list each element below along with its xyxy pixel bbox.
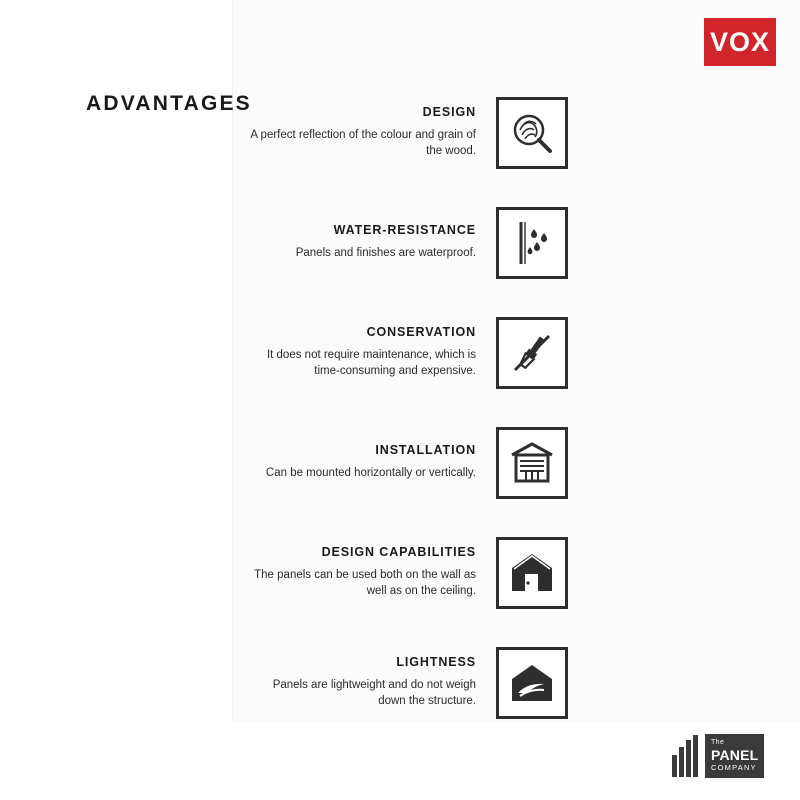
feature-description: A perfect reflection of the colour and grain of the wood. — [250, 128, 476, 158]
feature-description: Can be mounted horizontally or vertically. — [265, 467, 476, 480]
house-wall-ceiling-icon — [496, 537, 568, 609]
water-droplets-panel-icon — [496, 207, 568, 279]
vox-logo — [704, 18, 776, 66]
feature-text — [244, 106, 496, 160]
logo-bars-icon — [672, 735, 700, 777]
page-title: ADVANTAGES — [86, 92, 252, 115]
list-item — [232, 408, 568, 518]
feature-title: LIGHTNESS — [396, 654, 476, 669]
feature-description: The panels can be used both on the wall as well as on the ceiling. — [254, 568, 476, 598]
feature-title: WATER-RESISTANCE — [333, 223, 476, 238]
magnifier-wood-grain-icon — [496, 97, 568, 169]
list-item — [232, 628, 568, 738]
house-feather-icon — [496, 647, 568, 719]
logo-wordmark — [705, 734, 764, 778]
house-panel-orientation-icon — [496, 427, 568, 499]
feature-text — [244, 326, 496, 380]
feature-description: Panels and finishes are waterproof. — [295, 247, 476, 260]
feature-title: DESIGN CAPABILITIES — [321, 544, 476, 559]
list-item — [232, 298, 568, 408]
logo-panel: PANEL — [711, 747, 759, 764]
feature-description: Panels are lightweight and do not weigh down the structure. — [272, 678, 476, 708]
logo-the: The — [711, 739, 725, 747]
feature-title: DESIGN — [422, 104, 476, 119]
feature-text — [244, 444, 496, 481]
feature-text — [244, 224, 496, 261]
panel-company-logo — [672, 730, 776, 782]
vox-logo-text: VOX — [709, 26, 771, 57]
feature-description: It does not require maintenance, which is time-consuming and expensive. — [266, 348, 476, 378]
feature-text — [244, 656, 496, 710]
no-paintbrush-icon — [496, 317, 568, 389]
list-item — [232, 78, 568, 188]
list-item — [232, 188, 568, 298]
features-list — [232, 78, 568, 738]
list-item — [232, 518, 568, 628]
feature-title: INSTALLATION — [375, 443, 476, 458]
feature-text — [244, 546, 496, 600]
logo-company: COMPANY — [711, 763, 757, 773]
feature-title: CONSERVATION — [366, 324, 476, 339]
